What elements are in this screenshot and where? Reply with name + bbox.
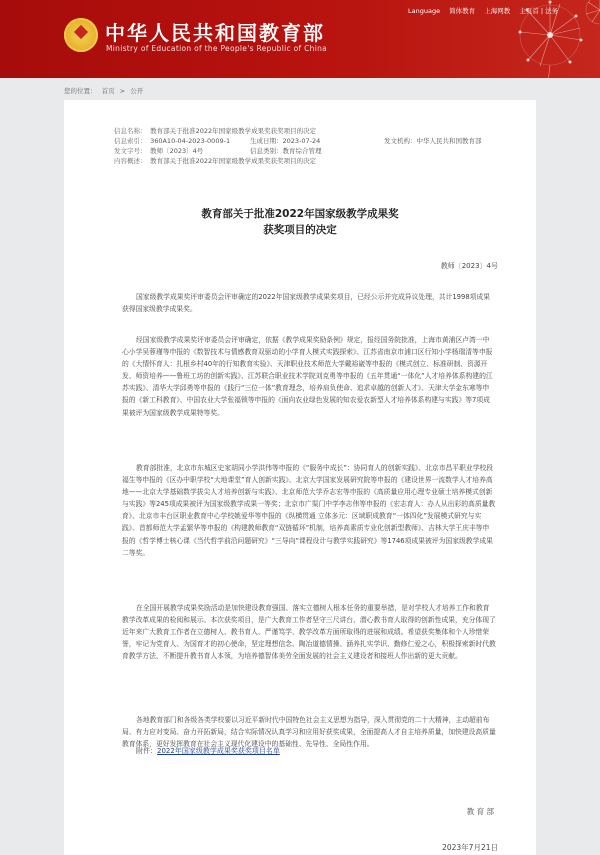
meta-value: 教育部关于批准2022年国家级教学成果奖获奖项目的决定 <box>150 157 317 165</box>
attachment <box>136 746 280 756</box>
paragraph-text: 在全国开展教学成果奖励活动是加快建设教育强国、落实立德树人根本任务的重要举措，是对学校人才培养工作和教育教学改革成果的检阅和展示。本次获奖项目，是广大教育工作者坚守三尺讲台、潜心教书育人取得的创新性成果，充分体现了近年来广大教育工作者在立德树人、教书育人、严谨笃学、教学改革方面所取得的进展和成绩。希望获奖集体和个人珍惜荣誉，牢记为党育人、为国育才的初心使命，坚定理想信念、陶冶道德情操、涵养扎实学识、勤修仁爱之心，积极探索新时代教育教学方法，不断提升教书育人本领，为培养德智体美劳全面发展的社会主义建设者和接班人作出新的更大贡献。 <box>122 604 496 661</box>
meta-row-docno <box>114 146 322 156</box>
body-paragraph-1 <box>122 291 496 315</box>
national-emblem-icon[interactable] <box>64 18 98 52</box>
site-title[interactable]: 中华人民共和国教育部 <box>105 21 325 45</box>
paragraph-text: 教育部批准，北京市东城区史家胡同小学洪伟等申报的《“服务中成长”：协同育人的创新实践》、北京市昌平职业学校段福生等申报的《区办中职学校“大地课堂”育人创新实践》、北京大学国家发展研究院等申报的《建设世界一流数学人才培养高地——北京大学基础数学拔尖人才培养创新与实践》、北京师范大学乔志宏等申报的《高质量应用心理专业硕士培养模式创新与实践》等245项成果被评为国家级教学成果一等奖；北京市广渠门中学李志伟等申报的《宏志育人：办人从出彩的高质量教育》、北京市丰台区职业教育中心学校姚爱华等申报的《纵横贯通 立体多元：区域职成教育“一体四化”发展模式研究与实践》、首都师范大学孟繁华等申报的《构建教师教育“双链循环”机制，培养高素质专业化创新型教师》、吉林大学王庆丰等申报的《哲学博士核心课《当代哲学前沿问题研究》“三导向”课程设计与教学实践研究》等1746项成果被评为国家级教学成果二等奖。 <box>122 464 496 557</box>
body-paragraph-5 <box>122 714 496 750</box>
breadcrumb <box>64 86 146 95</box>
meta-date <box>250 136 320 146</box>
issue-date: 2023年7月21日 <box>442 843 498 852</box>
attachment-link[interactable]: 2022年国家级教学成果奖获奖项目名单 <box>157 747 280 755</box>
meta-label: 信息名称： <box>114 127 147 135</box>
meta-value: 教师〔2023〕4号 <box>150 147 204 155</box>
meta-value: 教育部关于批准2022年国家级教学成果奖获奖项目的决定 <box>150 127 317 135</box>
paragraph-text: 国家级教学成果奖评审委员会评审确定的2022年国家级教学成果奖项目，已经公示并完成异议处理，共计1998项成果获得国家级教学成果奖。 <box>122 293 491 314</box>
document-title-line2: 获奖项目的决定 <box>263 224 337 236</box>
document-number: 教师〔2023〕4号 <box>440 262 498 270</box>
top-link-4[interactable]: 主页首 | 法务 <box>519 7 559 15</box>
meta-value: 中华人民共和国教育部 <box>416 137 482 145</box>
meta-category <box>250 146 322 156</box>
language-link[interactable]: Language <box>408 7 441 15</box>
document-title: 教育部关于批准2022年国家级教学成果奖 <box>201 208 399 220</box>
meta-row-summary <box>114 156 316 166</box>
top-link-3[interactable]: 上海网教 <box>484 7 511 15</box>
meta-value: 360A10-04-2023-0009-1 <box>150 137 231 145</box>
meta-label: 发文机构： <box>384 137 417 145</box>
top-link-2[interactable]: 简体教育 <box>449 7 476 15</box>
body-paragraph-3 <box>122 462 496 559</box>
document-metadata <box>114 126 482 166</box>
meta-label: 内容概述： <box>114 157 147 165</box>
top-links <box>408 6 565 15</box>
meta-label: 信息索引： <box>114 137 147 145</box>
document-paper <box>64 100 536 855</box>
paragraph-text: 各地教育部门和各级各类学校要以习近平新时代中国特色社会主义思想为指导，深入贯彻党的二十大精神，主动超前布局、有力应对变局、奋力开拓新局，结合实际情况认真学习和应用好获奖成果，全面提高人才自主培养质量，加快建设高质量教育体系，更好发挥教育在社会主义现代化建设中的基础性、先导性、全局性作用。 <box>122 716 496 749</box>
breadcrumb-home[interactable]: 首页 <box>101 87 115 95</box>
meta-issuer <box>384 136 482 146</box>
site-subtitle: Ministry of Education of the People's Republic of China <box>106 44 328 53</box>
site-header <box>0 0 600 78</box>
meta-label: 生成日期： <box>250 137 283 145</box>
meta-value: 教育综合管理 <box>282 147 322 155</box>
attachment-label: 附件： <box>136 747 157 755</box>
body-paragraph-4 <box>122 602 496 662</box>
meta-label: 发文字号： <box>114 147 147 155</box>
breadcrumb-separator: > <box>119 87 126 95</box>
breadcrumb-current[interactable]: 公开 <box>130 87 144 95</box>
meta-label: 信息类别： <box>250 147 283 155</box>
breadcrumb-label: 您的位置： <box>64 87 97 95</box>
paragraph-text: 经国家级教学成果奖评审委员会评审确定，依据《教学成果奖励条例》规定，报经国务院批准，上海市黄浦区卢湾一中心小学吴蓉瑾等申报的《数智技术与情感教育双驱动的小学育人模式实践探索》、江苏省南京市浦口区行知小学杨瑞清等申报的《大情怀育人：扎根乡村40年的行知教育实验》、天津职业技术师范大学戴裕崴等申报的《模式创立、标准研制、资源开发、师资培养——鲁班工坊的创新实践》、江苏联合职业技术学院刘克勇等申报的《五年贯通“一体化”人才培养体系构建的江苏实践》、清华大学邱勇等申报的《践行“三位一体”教育理念，培养肩负使命、追求卓越的创新人才》、天津大学金东寒等申报的《新工科教育》、中国农业大学张福锁等申报的《面向农业绿色发展的知农爱农新型人才培养体系构建与实践》等7项成果被评为国家级教学成果特等奖。 <box>122 336 493 417</box>
meta-row-name <box>114 126 316 136</box>
body-paragraph-2 <box>122 334 496 419</box>
meta-row-index <box>114 136 482 146</box>
signature: 教 育 部 <box>466 807 494 816</box>
meta-value: 2023-07-24 <box>282 137 321 145</box>
